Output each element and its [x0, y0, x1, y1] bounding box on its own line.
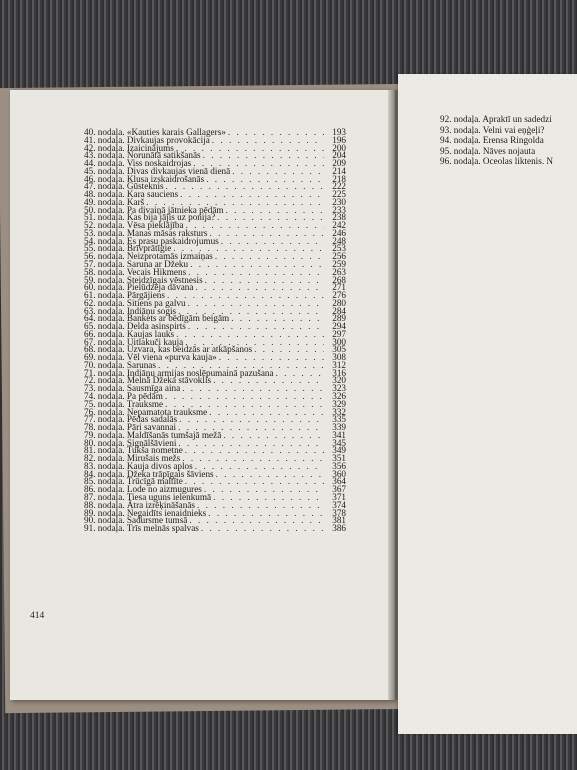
chapter-title: Brīvprātīgie [126, 243, 172, 254]
chapter-number: 86. nodaļa. [84, 484, 125, 495]
toc-entry-page: 381 [332, 515, 346, 526]
dot-leader [226, 207, 324, 215]
chapter-title: Trūcīgā maltīte [126, 476, 183, 487]
dot-leader [215, 253, 324, 261]
chapter-title: Negaidīts ienaidnieks [126, 507, 207, 518]
chapter-title: Kauja divos aplos [126, 460, 193, 471]
toc-entry-page: 233 [332, 204, 346, 215]
chapter-title: Sarunas [126, 359, 156, 370]
chapter-number: 44. nodaļa. [84, 158, 125, 169]
chapter-number: 90. nodaļa. [84, 515, 125, 526]
chapter-title: Gūsteknis [126, 181, 164, 192]
chapter-number: 81. nodaļa. [84, 445, 125, 456]
dot-leader [188, 323, 324, 331]
toc-entry-page: 222 [332, 181, 346, 192]
chapter-number: 41. nodaļa. [84, 134, 125, 145]
chapter-number: 47. nodaļa. [84, 181, 125, 192]
toc-entry-page: 320 [332, 375, 346, 386]
chapter-number: 55. nodaļa. [84, 243, 125, 254]
toc-entry-page: 297 [332, 328, 346, 339]
dot-leader [182, 455, 324, 463]
dot-leader [206, 176, 324, 184]
chapter-number: 71. nodaļa. [84, 367, 125, 378]
toc-entry-page: 378 [332, 507, 346, 518]
chapter-number: 40. nodaļa. [84, 126, 125, 137]
toc-entry-page: 323 [332, 383, 346, 394]
toc-entry-page: 312 [332, 359, 346, 370]
toc-entry-page: 349 [332, 445, 346, 456]
toc-entry-page: 335 [332, 414, 346, 425]
chapter-number: 59. nodaļa. [84, 274, 125, 285]
dot-leader [216, 471, 324, 479]
toc-entry-page: 316 [332, 367, 346, 378]
chapter-title: Ātra izrēķināšanās [126, 499, 195, 510]
chapter-number: 80. nodaļa. [84, 437, 125, 448]
chapter-number: 56. nodaļa. [84, 251, 125, 262]
toc-entry-page: 360 [332, 468, 346, 479]
chapter-number: 74. nodaļa. [84, 391, 125, 402]
toc-entry-page: 238 [332, 212, 346, 223]
chapter-title: Velni vai eņģeļi? [482, 124, 545, 135]
toc-entry-page: 371 [332, 491, 346, 502]
chapter-number: 46. nodaļa. [84, 173, 125, 184]
chapter-title: Oceolas liktenis. N [482, 156, 554, 166]
chapter-title: Trauksme [126, 398, 164, 409]
chapter-title: Sausmīga aina [126, 383, 181, 394]
toc-entry-right [440, 146, 577, 157]
dot-leader [232, 168, 324, 176]
dot-leader [208, 510, 324, 518]
dot-leader [209, 409, 324, 417]
chapter-title: Pāri savannai [126, 422, 177, 433]
chapter-title: Melnā Džeka stāvoklis [126, 375, 212, 386]
toc-entry-page: 339 [332, 422, 346, 433]
chapter-title: Steidzīgais vēstnesis [126, 274, 203, 285]
dot-leader [195, 284, 324, 292]
dot-leader [197, 502, 324, 510]
dot-leader [223, 432, 324, 440]
chapter-title: Nāves nojauta [482, 145, 536, 156]
toc-entry-page: 242 [332, 220, 346, 231]
dot-leader [254, 346, 324, 354]
table-of-contents-right [440, 114, 577, 167]
chapter-title: Lode no aizmugures [126, 484, 202, 495]
chapter-title: Nepamatota trauksme [126, 406, 208, 417]
chapter-number: 64. nodaļa. [84, 313, 125, 324]
chapter-title: Neizprotamās izmaiņas [126, 251, 213, 262]
chapter-number: 42. nodaļa. [84, 142, 125, 153]
chapter-number: 48. nodaļa. [84, 189, 125, 200]
chapter-number: 67. nodaļa. [84, 336, 125, 347]
chapter-number: 60. nodaļa. [84, 282, 125, 293]
chapter-number: 52. nodaļa. [84, 220, 125, 231]
toc-entry-page: 246 [332, 227, 346, 238]
chapter-title: Es prasu paskaidrojumus [126, 235, 219, 246]
chapter-number: 66. nodaļa. [84, 328, 125, 339]
chapter-title: Sitiens pa galvu [126, 297, 186, 308]
chapter-title: Saruna ar Džeku [126, 259, 189, 269]
toc-entry-page: 341 [332, 429, 346, 440]
chapter-title: Norunātā satikšanās [126, 150, 201, 161]
chapter-number: 62. nodaļa. [84, 297, 125, 308]
chapter-number: 84. nodaļa. [84, 468, 125, 479]
chapter-title: Bankets ar bēdīgām beigām [126, 313, 230, 324]
toc-entry-page: 367 [332, 484, 346, 495]
dot-leader [201, 525, 324, 533]
chapter-title: Tiesa uguns ielenkumā [126, 491, 212, 502]
chapter-number: 70. nodaļa. [84, 359, 125, 370]
right-page [398, 74, 577, 734]
chapter-title: Pārgājiens [126, 290, 165, 301]
chapter-title: «Kauties karais Gallagers» [126, 126, 226, 137]
toc-entry-page: 284 [332, 305, 346, 316]
chapter-number: 43. nodaļa. [84, 150, 125, 161]
chapter-title: Mirušais mežs [126, 453, 181, 464]
toc-entry-page: 356 [332, 460, 346, 471]
chapter-title: Kaujas lauks [126, 328, 175, 339]
toc-entry-page: 289 [332, 313, 346, 324]
chapter-number: 92. nodaļa. [440, 114, 481, 124]
toc-entry-page: 305 [332, 344, 346, 355]
dot-leader [203, 152, 324, 160]
toc-entry-page: 253 [332, 243, 346, 254]
chapter-number: 75. nodaļa. [84, 398, 125, 409]
chapter-title: Trīs melnās spalvas [126, 523, 199, 534]
toc-entry-right [440, 114, 577, 125]
toc-entry-page: 256 [332, 251, 346, 262]
dot-leader [213, 494, 324, 502]
toc-entry [84, 525, 346, 533]
dot-leader [217, 214, 324, 222]
toc-entry-page: 263 [332, 266, 346, 277]
chapter-title: Delda asinspirts [126, 321, 186, 332]
chapter-title: Pa pēdām [126, 391, 163, 402]
dot-leader [167, 292, 324, 300]
chapter-title: Divkaujas provokācija [126, 134, 210, 145]
toc-entry-page: 364 [332, 476, 346, 487]
dot-leader [219, 354, 324, 362]
dot-leader [189, 517, 324, 525]
chapter-number: 68. nodaļa. [84, 344, 125, 355]
dot-leader [276, 370, 324, 378]
toc-entry-page: 280 [332, 297, 346, 308]
chapter-number: 77. nodaļa. [84, 414, 125, 425]
toc-entry-page: 268 [332, 274, 346, 285]
dot-leader [210, 230, 324, 238]
toc-entry-page: 230 [332, 196, 346, 207]
chapter-title: Vēsa pieklājība [126, 220, 184, 231]
chapter-number: 95. nodaļa. [440, 145, 481, 156]
chapter-number: 89. nodaļa. [84, 507, 125, 518]
chapter-number: 61. nodaļa. [84, 290, 125, 301]
dot-leader [182, 385, 324, 393]
chapter-number: 96. nodaļa. [440, 156, 481, 166]
chapter-number: 73. nodaļa. [84, 383, 125, 394]
dot-leader [195, 463, 324, 471]
dot-leader [204, 486, 324, 494]
dot-leader [228, 129, 324, 137]
chapter-title: Vēl viena «purva kauja» [126, 352, 217, 363]
chapter-number: 85. nodaļa. [84, 476, 125, 487]
toc-entry-page: 374 [332, 499, 346, 510]
chapter-number: 78. nodaļa. [84, 422, 125, 433]
chapter-number: 63. nodaļa. [84, 305, 125, 316]
toc-entry-page: 351 [332, 453, 346, 464]
dot-leader [165, 393, 324, 401]
toc-entry-right [440, 135, 577, 146]
toc-entry-page: 200 [332, 142, 346, 153]
dot-leader [205, 277, 324, 285]
chapter-number: 88. nodaļa. [84, 499, 125, 510]
dot-leader [176, 331, 324, 339]
chapter-number: 72. nodaļa. [84, 375, 125, 386]
dot-leader [221, 238, 324, 246]
dot-leader [212, 137, 324, 145]
chapter-number: 54. nodaļa. [84, 235, 125, 246]
toc-entry-right [440, 125, 577, 136]
toc-entry-page: 300 [332, 336, 346, 347]
toc-entry-page: 259 [332, 259, 346, 269]
toc-entry-page: 276 [332, 290, 346, 301]
dot-leader [178, 440, 324, 448]
toc-entry-page: 209 [332, 158, 346, 169]
chapter-title: Uitlakuči kauja [126, 336, 184, 347]
toc-entry-page: 308 [332, 352, 346, 363]
chapter-number: 50. nodaļa. [84, 204, 125, 215]
chapter-title: Pēdas sadalās [126, 414, 178, 425]
toc-entry-page: 196 [332, 134, 346, 145]
chapter-number: 51. nodaļa. [84, 212, 125, 223]
chapter-number: 69. nodaļa. [84, 352, 125, 363]
dot-leader [231, 315, 324, 323]
toc-entry-page: 326 [332, 391, 346, 402]
toc-entry-page: 386 [332, 523, 346, 534]
chapter-title: Uzvara, kas beidzās ar atkāpšanos [126, 344, 253, 355]
chapter-number: 53. nodaļa. [84, 227, 125, 238]
chapter-title: Indiāņu armijas noslēpumainā pazušana [126, 367, 274, 378]
chapter-title: Viss noskaidrojas [126, 158, 192, 169]
chapter-title: Kara sauciens [126, 189, 179, 200]
toc-entry-page: 329 [332, 398, 346, 409]
toc-entry-page: 218 [332, 173, 346, 184]
toc-entry-page: 271 [332, 282, 346, 293]
chapter-title: Divas divkaujas vienā dienā [126, 165, 231, 176]
toc-entry-page: 332 [332, 406, 346, 417]
chapter-number: 58. nodaļa. [84, 266, 125, 277]
chapter-number: 45. nodaļa. [84, 165, 125, 176]
table-of-contents-left [84, 126, 346, 534]
chapter-title: Izaicinājums [126, 142, 174, 153]
dot-leader [188, 269, 324, 277]
dot-leader [166, 183, 324, 191]
chapter-number: 83. nodaļa. [84, 460, 125, 471]
chapter-number: 57. nodaļa. [84, 259, 125, 269]
dot-leader [213, 377, 324, 385]
dot-leader [180, 191, 324, 199]
chapter-title: Tukša nometne [126, 445, 183, 456]
chapter-title: Karš [126, 196, 145, 207]
chapter-number: 87. nodaļa. [84, 491, 125, 502]
dot-leader [190, 261, 324, 269]
toc-entry-page: 214 [332, 165, 346, 176]
chapter-title: Signālšāvieni [126, 437, 177, 448]
chapter-title: Manas māsas raksturs [126, 227, 208, 238]
chapter-title: Sadursme tumsā [126, 515, 188, 526]
chapter-title: Pa divaiņā jātnieka pēdām [126, 204, 224, 215]
chapter-title: Džeka trāpīgais šāviens [126, 468, 214, 479]
dot-leader [185, 447, 324, 455]
chapter-number: 93. nodaļa. [440, 124, 481, 135]
chapter-number: 91. nodaļa. [84, 523, 125, 534]
toc-entry-title [84, 525, 199, 533]
chapter-number: 82. nodaļa. [84, 453, 125, 464]
chapter-title: Apraktī un sadedzi [482, 114, 552, 124]
chapter-title: Maldīšanās tumšajā mežā [126, 429, 222, 440]
toc-entry-page: 248 [332, 235, 346, 246]
chapter-number: 49. nodaļa. [84, 196, 125, 207]
toc-entry-page: 204 [332, 150, 346, 161]
chapter-title: Erensa Ringolda [482, 135, 544, 145]
dot-leader [179, 416, 324, 424]
dot-leader [188, 300, 324, 308]
chapter-number: 76. nodaļa. [84, 406, 125, 417]
toc-entry-page: 225 [332, 189, 346, 200]
dot-leader [185, 478, 324, 486]
chapter-number: 65. nodaļa. [84, 321, 125, 332]
toc-entry-right [440, 156, 577, 167]
chapter-number: 94. nodaļa. [440, 135, 481, 145]
chapter-title: Klusa izskaidrošanās [126, 173, 205, 184]
page-number: 414 [30, 611, 45, 621]
toc-entry-page: 193 [332, 126, 346, 137]
toc-entry-page: 294 [332, 321, 346, 332]
toc-entry-page: 345 [332, 437, 346, 448]
chapter-title: Vecais Hikmens [126, 266, 187, 277]
chapter-title: Pielūdzēja dāvana [126, 282, 194, 293]
chapter-number: 79. nodaļa. [84, 429, 125, 440]
chapter-title: Indiāņu sogis [126, 305, 177, 316]
chapter-title: Kas bija jājis uz ponija? [126, 212, 216, 223]
